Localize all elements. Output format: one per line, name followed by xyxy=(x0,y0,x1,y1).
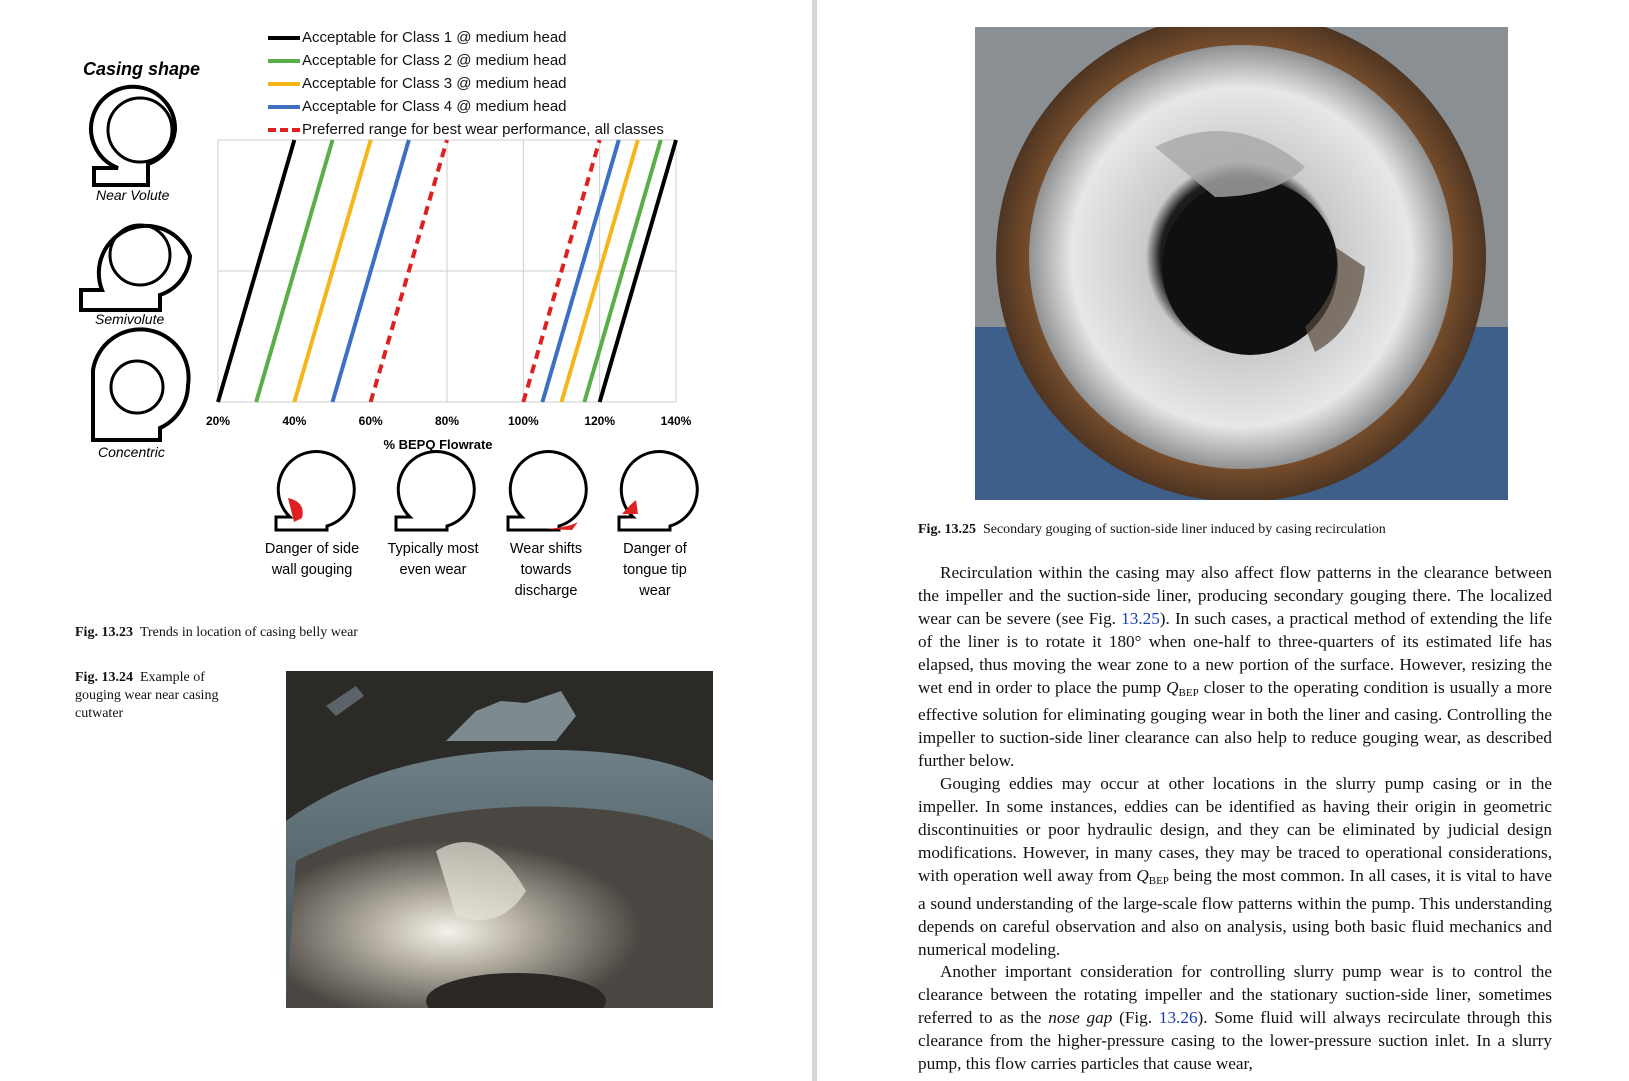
legend-label: Acceptable for Class 4 @ medium head xyxy=(302,98,567,115)
fig-13-24-number: Fig. 13.24 xyxy=(75,670,133,685)
paragraph xyxy=(918,961,1552,1076)
discharge-wear-icon xyxy=(508,452,586,530)
even-wear-icon xyxy=(396,452,474,530)
wear-location-icons xyxy=(0,450,812,610)
x-tick-label: 140% xyxy=(660,414,692,428)
wear-icon-3-line3: discharge xyxy=(514,583,578,599)
concentric-label: Concentric xyxy=(98,444,165,460)
fig-13-24-text-line1: Example of xyxy=(139,670,205,685)
cutwater-gouging-photo xyxy=(286,671,713,1008)
q-subscript: BEP xyxy=(1178,686,1199,699)
suction-liner-photo xyxy=(975,27,1508,500)
text-run: ). In such cases, a practical method of extending the life of the liner is to rotate it 180° when one-half to three-quarters of its estimated life has elapsed, thus moving the wear zone to a new portion of the surface. However, resizing the wet end in order to place the pump xyxy=(918,608,1552,697)
fig-13-23-caption xyxy=(75,624,775,642)
wear-icon-4-line3: wear xyxy=(639,583,671,599)
side-wall-gouging-icon xyxy=(276,452,354,530)
wear-icon-4-line1: Danger of xyxy=(623,541,687,557)
fig-13-25-link[interactable]: 13.25 xyxy=(1121,608,1160,628)
x-tick-label: 100% xyxy=(507,414,539,428)
fig-13-25-number: Fig. 13.25 xyxy=(918,522,976,537)
q-symbol: Q xyxy=(1136,865,1149,885)
wear-icon-3-line2: towards xyxy=(520,562,572,578)
text-run: being the most common. In all cases, it is vital to have a sound understanding of the large-scale flow patterns within the pump. This understanding depends on careful observation and also on analysis, using both basic fluid mechanics and numerical modeling. xyxy=(918,865,1552,959)
nose-gap-term: nose gap xyxy=(1048,1008,1113,1028)
near-volute-label: Near Volute xyxy=(96,187,170,203)
fig-13-24-caption xyxy=(75,669,275,723)
chart-ticks xyxy=(206,414,692,428)
text-run: Recirculation within the casing may also affect flow patterns in the clearance between the impeller and the suction-side liner, producing secondary gouging there. The localized wear can be severe (see Fig. xyxy=(918,563,1552,628)
fig-13-25-caption xyxy=(918,521,1618,539)
q-subscript: BEP xyxy=(1148,874,1169,887)
x-axis-label: % BEPQ Flowrate xyxy=(383,437,493,452)
casing-shape-title: Casing shape xyxy=(83,59,201,79)
text-run: closer to the operating condition is usually a more effective solution for eliminating gouging wear in both the liner and casing. Controlling the impeller to suction-side liner clearance can also help to reduce gouging wear, as described further below. xyxy=(918,677,1552,771)
x-tick-label: 20% xyxy=(205,414,231,428)
fig-13-25-text: Secondary gouging of suction-side liner induced by casing recirculation xyxy=(982,522,1386,537)
text-run: Gouging eddies may occur at other locations in the slurry pump casing or in the impeller. In some instances, eddies can be identified as having their origin in geometric discontinuities or poor hydraulic design, and they can be eliminated by judicial design modifications. However, in many cases, they may be traced to operational considerations, with operation well away from xyxy=(918,774,1552,885)
x-tick-label: 60% xyxy=(358,414,383,428)
wear-icon-1-line1: Danger of side xyxy=(264,541,360,557)
wear-icon-4-line2: tongue tip xyxy=(623,562,687,578)
text-run: Another important consideration for controlling slurry pump wear is to control the clearance between the rotating impeller and the stationary suction-side liner, sometimes referred to as the xyxy=(918,962,1552,1028)
cutwater-photo-art xyxy=(286,671,713,1008)
wear-icon-2-line1: Typically most xyxy=(387,541,479,557)
fig-13-26-link[interactable]: 13.26 xyxy=(1158,1008,1198,1028)
x-tick-label: 40% xyxy=(282,414,307,428)
wear-icon-2-line2: even wear xyxy=(399,562,467,578)
body-text xyxy=(918,562,1552,1076)
fig-13-24-text-line2: gouging wear near casing xyxy=(75,688,219,703)
legend-label: Acceptable for Class 3 @ medium head xyxy=(302,75,567,92)
x-tick-label: 80% xyxy=(434,414,460,428)
legend-label: Acceptable for Class 2 @ medium head xyxy=(302,52,567,69)
q-symbol: Q xyxy=(1166,677,1179,697)
bepq-flowrate-chart xyxy=(0,0,812,460)
legend-label: Acceptable for Class 1 @ medium head xyxy=(302,29,567,46)
fig-13-23-text: Trends in location of casing belly wear xyxy=(139,625,358,640)
tongue-tip-wear-icon xyxy=(619,452,697,530)
semivolute-label: Semivolute xyxy=(95,311,165,327)
text-run: ). Some fluid will always recirculate through this clearance from the higher-pressure casing to the lower-pressure suction inlet. In a slurry pump, this flow carries particles that cause wear, xyxy=(918,1008,1553,1074)
x-tick-label: 120% xyxy=(584,414,616,428)
paragraph xyxy=(918,773,1552,961)
suction-liner-photo-art xyxy=(975,27,1508,500)
wear-icon-3-line1: Wear shifts xyxy=(509,541,583,557)
legend-label: Preferred range for best wear performance, all classes xyxy=(302,121,664,138)
text-run: (Fig. xyxy=(1112,1008,1159,1028)
wear-icon-1-line2: wall gouging xyxy=(271,562,353,578)
fig-13-24-text-line3: cutwater xyxy=(75,706,124,721)
paragraph xyxy=(918,562,1552,773)
fig-13-23-number: Fig. 13.23 xyxy=(75,625,133,640)
